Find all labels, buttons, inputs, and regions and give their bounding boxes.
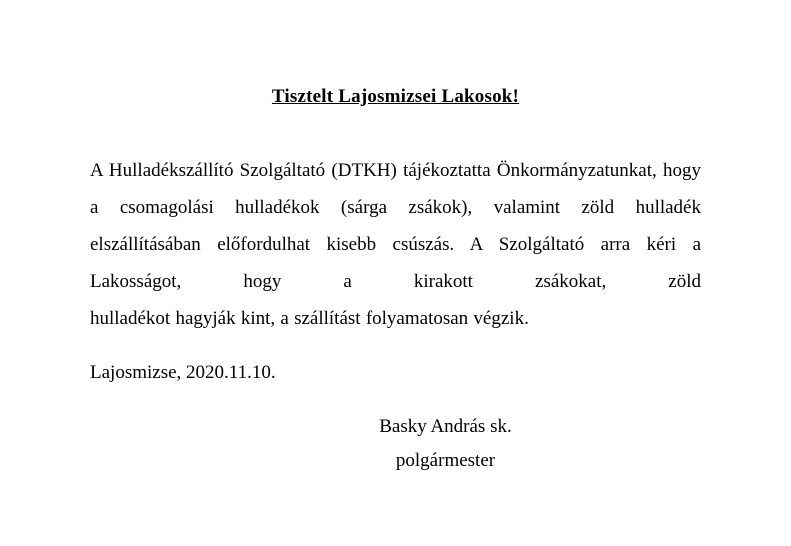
document-body bbox=[90, 152, 701, 478]
signature-role: polgármester bbox=[395, 450, 496, 471]
paragraph-announcement-last-line: hulladékot hagyják kint, a szállítást folyamatosan végzik. bbox=[90, 308, 529, 329]
paragraph-announcement-text: A Hulladékszállító Szolgáltató (DTKH) tájékoztatta Önkormányzatunkat, hogy a csomagolási hulladékok (sárga zsákok), valamint zöld hulladék elszállításában előfordulhat kisebb csúszás. A Szolgáltató arra kéri a Lakosságot, hogy a kirakott zsákokat, zöld bbox=[90, 160, 701, 292]
signature-block bbox=[90, 410, 701, 478]
place-and-date: Lajosmizse, 2020.11.10. bbox=[90, 362, 276, 383]
paragraph-announcement bbox=[90, 152, 701, 337]
signature-name: Basky András sk. bbox=[379, 416, 512, 437]
page-title: Tisztelt Lajosmizsei Lakosok! bbox=[271, 86, 520, 107]
